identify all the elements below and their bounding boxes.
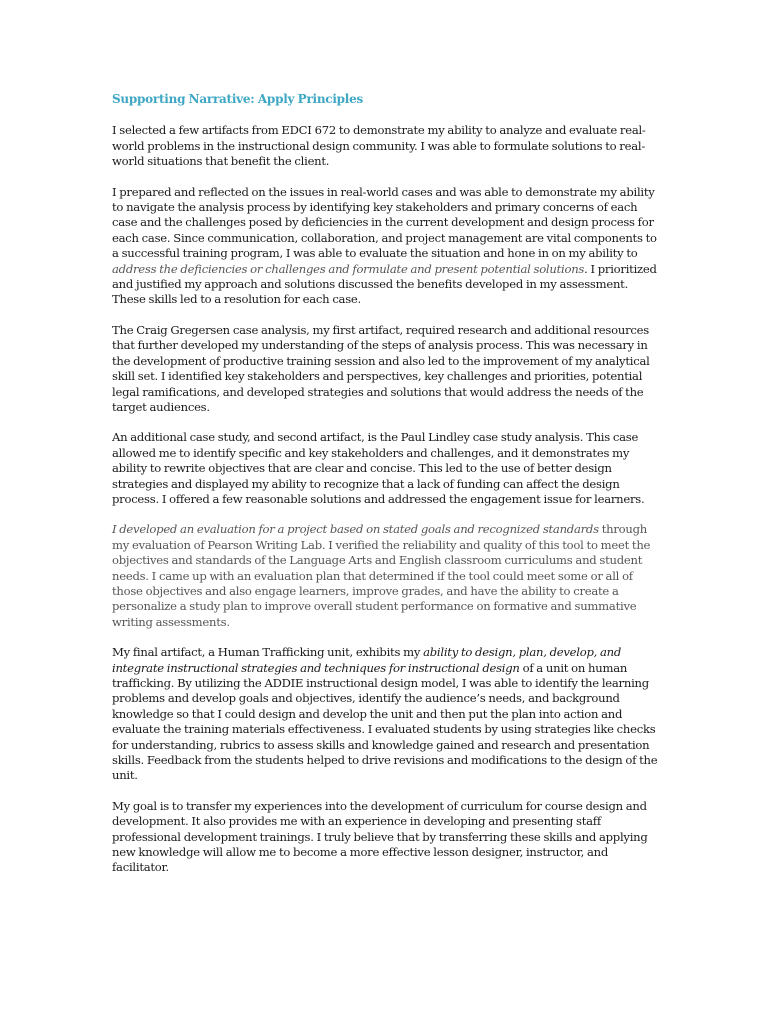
paragraph-text: . I prioritized and justified my approach and solutions discussed the benefits developed in my assessment. These skills led to a resolution for each case. — [112, 261, 657, 307]
paragraph-text: of a unit on human trafficking. By utilizing the ADDIE instructional design model, I was able to identify the learning problems and develop goals and objectives, identify the audience’s needs, and background knowledge so that I could design and develop the unit and then put the plan into action and evaluate the training materials effectiveness. I evaluated students by using strategies like checks for understanding, rubrics to assess skills and knowledge gained and research and presentation skills. Feedback from the students helped to drive revisions and modifications to the design of the unit. — [112, 660, 658, 783]
paragraph-goal: My goal is to transfer my experiences into the development of curriculum for course design and development. It also provides me with an experience in developing and presenting staff professional development trainings. I truly believe that by transferring these skills and applying new knowledge will allow me to become a more effective lesson designer, instructor, and facilitator. — [112, 798, 648, 875]
paragraph-first-artifact: The Craig Gregersen case analysis, my first artifact, required research and additional resources that further developed my understanding of the steps of analysis process. This was necessary in the development of productive training session and also led to the improvement of my analytical skill set. I identified key stakeholders and perspectives, key challenges and priorities, potential legal ramifications, and developed strategies and solutions that would address the needs of the target audiences. — [112, 322, 650, 414]
paragraph-text: My final artifact, a Human Trafficking unit, exhibits my — [112, 645, 424, 660]
paragraph-evaluation — [112, 522, 660, 630]
paragraph-final-artifact — [112, 645, 660, 784]
paragraph-text: through my evaluation of Pearson Writing Lab. I verified the reliability and quality of this tool to meet the objectives and standards of the Language Arts and English classroom curriculums and student needs. I came up with an evaluation plan that determined if the tool could meet some or all of those objectives and also engage learners, improve grades, and have the ability to create a personalize a study plan to improve overall student performance on formative and summative writing assessments. — [112, 522, 651, 629]
italic-emphasis: address the deficiencies or challenges and formulate and present potential solutions — [112, 261, 585, 276]
paragraph-analysis-process — [112, 185, 660, 308]
italic-emphasis: I developed an evaluation for a project based on stated goals and recognized standards — [112, 522, 599, 537]
document-page — [112, 92, 660, 891]
paragraph-text: I prepared and reflected on the issues in real-world cases and was able to demonstrate my ability to navigate the analysis process by identifying key stakeholders and primary concerns of each case and the challenges posed by deficiencies in the current development and design process for each case. Since communication, collaboration, and project management are vital components to a successful training program, I was able to evaluate the situation and hone in on my ability to — [112, 184, 657, 261]
italic-emphasis: ability to design, plan, develop, and integrate instructional strategies and techniques for instructional design — [112, 645, 622, 675]
section-heading: Supporting Narrative: Apply Principles — [112, 92, 364, 106]
paragraph-intro: I selected a few artifacts from EDCI 672 to demonstrate my ability to analyze and evaluate real-world problems in the instructional design community. I was able to formulate solutions to real-world situations that benefit the client. — [112, 123, 646, 169]
paragraph-second-artifact: An additional case study, and second artifact, is the Paul Lindley case study analysis. This case allowed me to identify specific and key stakeholders and challenges, and it demonstrates my ability to rewrite objectives that are clear and concise. This led to the use of better design strategies and displayed my ability to recognize that a lack of funding can affect the design process. I offered a few reasonable solutions and addressed the engagement issue for learners. — [112, 430, 645, 506]
